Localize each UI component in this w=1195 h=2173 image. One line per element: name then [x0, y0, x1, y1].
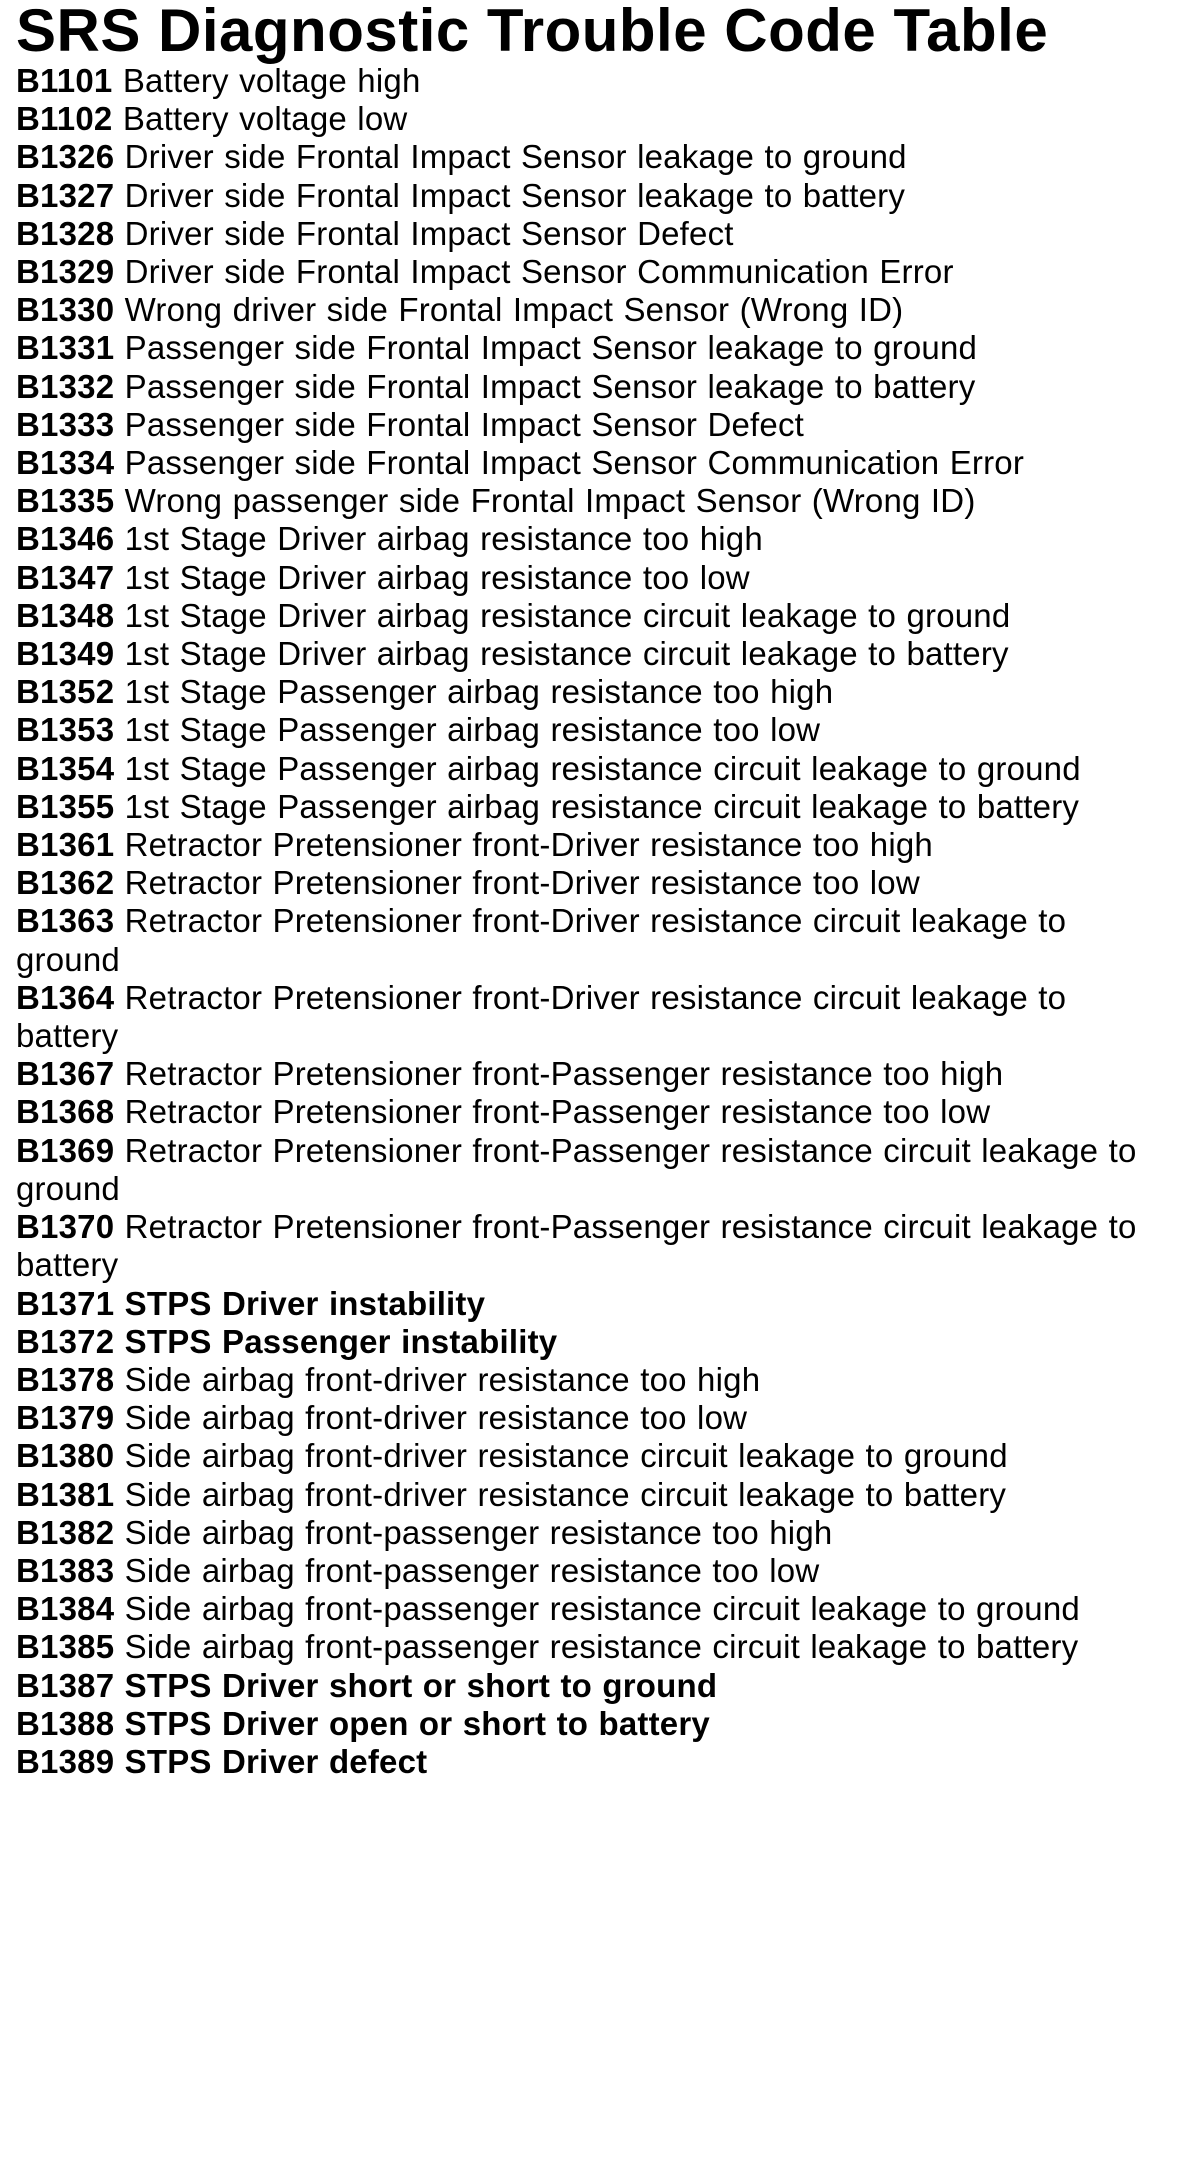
list-item	[16, 711, 1156, 749]
trouble-code: B1389	[16, 1742, 115, 1780]
list-item	[16, 253, 1156, 291]
trouble-code-description: Side airbag front-passenger resistance too low	[124, 1551, 820, 1589]
list-item	[16, 1437, 1156, 1475]
trouble-code: B1382	[16, 1513, 115, 1551]
trouble-code: B1333	[16, 405, 115, 443]
trouble-code-description: Wrong driver side Frontal Impact Sensor (Wrong ID)	[124, 291, 904, 329]
document-page	[16, 0, 1186, 1781]
list-item	[16, 62, 1156, 100]
trouble-code: B1380	[16, 1437, 115, 1475]
list-item	[16, 826, 1156, 864]
list-item	[16, 1628, 1156, 1666]
trouble-code: B1388	[16, 1704, 115, 1742]
list-item	[16, 482, 1156, 520]
trouble-code-description: STPS Driver defect	[124, 1742, 428, 1780]
trouble-code: B1102	[16, 100, 113, 138]
trouble-code-description: 1st Stage Passenger airbag resistance too low	[124, 711, 821, 749]
trouble-code: B1387	[16, 1666, 115, 1704]
trouble-code: B1332	[16, 367, 115, 405]
trouble-code-description: Side airbag front-driver resistance circuit leakage to ground	[124, 1437, 1008, 1475]
trouble-code-description: Battery voltage high	[122, 62, 421, 99]
list-item	[16, 1093, 1156, 1131]
list-item	[16, 291, 1156, 329]
trouble-code-description: Retractor Pretensioner front-Driver resistance too low	[124, 864, 920, 902]
trouble-code-description: Retractor Pretensioner front-Driver resistance too high	[124, 826, 933, 864]
trouble-code-description: 1st Stage Driver airbag resistance too high	[124, 520, 763, 558]
trouble-code: B1327	[16, 176, 115, 214]
trouble-code: B1349	[16, 635, 115, 673]
trouble-code: B1330	[16, 291, 115, 329]
trouble-code-description: Driver side Frontal Impact Sensor Defect	[124, 214, 734, 252]
trouble-code: B1371	[16, 1284, 115, 1322]
list-item	[16, 100, 1156, 138]
trouble-code-description: Retractor Pretensioner front-Passenger resistance too high	[124, 1055, 1004, 1093]
trouble-code: B1101	[16, 62, 113, 99]
list-item	[16, 1667, 1156, 1705]
trouble-code: B1331	[16, 329, 115, 367]
trouble-code: B1353	[16, 711, 115, 749]
list-item	[16, 750, 1156, 788]
trouble-code-description: 1st Stage Passenger airbag resistance circuit leakage to ground	[124, 749, 1081, 787]
trouble-code: B1354	[16, 749, 115, 787]
trouble-code-description: Side airbag front-passenger resistance circuit leakage to battery	[124, 1628, 1079, 1666]
trouble-code: B1362	[16, 864, 115, 902]
list-item	[16, 559, 1156, 597]
list-item	[16, 1705, 1156, 1743]
list-item	[16, 1132, 1156, 1208]
trouble-code: B1346	[16, 520, 115, 558]
list-item	[16, 597, 1156, 635]
trouble-code-description: Retractor Pretensioner front-Passenger resistance too low	[124, 1093, 991, 1131]
list-item	[16, 1590, 1156, 1628]
trouble-code-description: 1st Stage Passenger airbag resistance circuit leakage to battery	[124, 787, 1080, 825]
trouble-code-description: Driver side Frontal Impact Sensor leakage to battery	[124, 176, 906, 214]
list-item	[16, 635, 1156, 673]
trouble-code: B1355	[16, 787, 115, 825]
list-item	[16, 520, 1156, 558]
trouble-code-description: 1st Stage Driver airbag resistance circuit leakage to battery	[124, 635, 1009, 673]
list-item	[16, 864, 1156, 902]
list-item	[16, 902, 1156, 978]
trouble-code-description: STPS Passenger instability	[124, 1322, 558, 1360]
trouble-code: B1383	[16, 1551, 115, 1589]
trouble-code-description: STPS Driver short or short to ground	[124, 1666, 718, 1704]
list-item	[16, 1323, 1156, 1361]
trouble-code-description: Retractor Pretensioner front-Driver resistance circuit leakage to battery	[16, 978, 1067, 1055]
trouble-code-description: Side airbag front-passenger resistance too high	[124, 1513, 833, 1551]
list-item	[16, 1552, 1156, 1590]
trouble-code: B1368	[16, 1093, 115, 1131]
trouble-code: B1372	[16, 1322, 115, 1360]
trouble-code: B1367	[16, 1055, 115, 1093]
trouble-code: B1370	[16, 1208, 115, 1246]
trouble-code: B1348	[16, 596, 115, 634]
trouble-code: B1369	[16, 1131, 115, 1169]
list-item	[16, 1743, 1156, 1781]
list-item	[16, 138, 1156, 176]
trouble-code: B1381	[16, 1475, 115, 1513]
trouble-code-description: Passenger side Frontal Impact Sensor Defect	[124, 405, 805, 443]
trouble-code: B1378	[16, 1360, 115, 1398]
trouble-code: B1326	[16, 138, 115, 176]
trouble-code: B1334	[16, 444, 115, 482]
list-item	[16, 788, 1156, 826]
list-item	[16, 1399, 1156, 1437]
trouble-code-description: Side airbag front-driver resistance too low	[124, 1399, 748, 1437]
trouble-code-description: Driver side Frontal Impact Sensor leakage to ground	[124, 138, 907, 176]
trouble-code-description: Battery voltage low	[122, 100, 408, 138]
trouble-code-description: Side airbag front-passenger resistance circuit leakage to ground	[124, 1590, 1080, 1628]
trouble-code-description: Retractor Pretensioner front-Passenger resistance circuit leakage to battery	[16, 1208, 1137, 1284]
trouble-code-description: Passenger side Frontal Impact Sensor leakage to battery	[124, 367, 976, 405]
trouble-code-description: STPS Driver instability	[124, 1284, 486, 1322]
trouble-code: B1363	[16, 902, 115, 940]
page-title: SRS Diagnostic Trouble Code Table	[16, 0, 1049, 64]
trouble-code: B1385	[16, 1628, 115, 1666]
trouble-code-description: Passenger side Frontal Impact Sensor leakage to ground	[124, 329, 978, 367]
trouble-code: B1328	[16, 214, 115, 252]
trouble-code: B1352	[16, 673, 115, 711]
list-item	[16, 1285, 1156, 1323]
list-item	[16, 368, 1156, 406]
trouble-code-description: 1st Stage Driver airbag resistance too low	[124, 558, 750, 596]
trouble-code-description: 1st Stage Passenger airbag resistance too high	[124, 673, 834, 711]
trouble-code: B1335	[16, 482, 115, 520]
list-item	[16, 1208, 1156, 1284]
trouble-code: B1347	[16, 558, 115, 596]
trouble-code-description: Wrong passenger side Frontal Impact Sensor (Wrong ID)	[124, 482, 976, 520]
trouble-code: B1364	[16, 978, 115, 1016]
list-item	[16, 1514, 1156, 1552]
trouble-code-list	[16, 62, 1186, 1781]
list-item	[16, 1055, 1156, 1093]
trouble-code-description: Side airbag front-driver resistance circuit leakage to battery	[124, 1475, 1007, 1513]
trouble-code: B1379	[16, 1399, 115, 1437]
trouble-code-description: Retractor Pretensioner front-Driver resistance circuit leakage to ground	[16, 902, 1067, 978]
trouble-code: B1361	[16, 826, 115, 864]
list-item	[16, 329, 1156, 367]
trouble-code-description: Side airbag front-driver resistance too high	[124, 1360, 761, 1398]
trouble-code-description: Driver side Frontal Impact Sensor Communication Error	[124, 253, 954, 291]
trouble-code: B1384	[16, 1590, 115, 1628]
trouble-code-description: Retractor Pretensioner front-Passenger resistance circuit leakage to ground	[16, 1131, 1137, 1207]
list-item	[16, 177, 1156, 215]
list-item	[16, 1476, 1156, 1514]
list-item	[16, 1361, 1156, 1399]
list-item	[16, 444, 1156, 482]
trouble-code-description: 1st Stage Driver airbag resistance circuit leakage to ground	[124, 596, 1011, 634]
trouble-code-description: Passenger side Frontal Impact Sensor Communication Error	[124, 444, 1025, 482]
trouble-code-description: STPS Driver open or short to battery	[124, 1704, 710, 1742]
list-item	[16, 406, 1156, 444]
list-item	[16, 979, 1156, 1055]
list-item	[16, 673, 1156, 711]
trouble-code: B1329	[16, 253, 115, 291]
list-item	[16, 215, 1156, 253]
